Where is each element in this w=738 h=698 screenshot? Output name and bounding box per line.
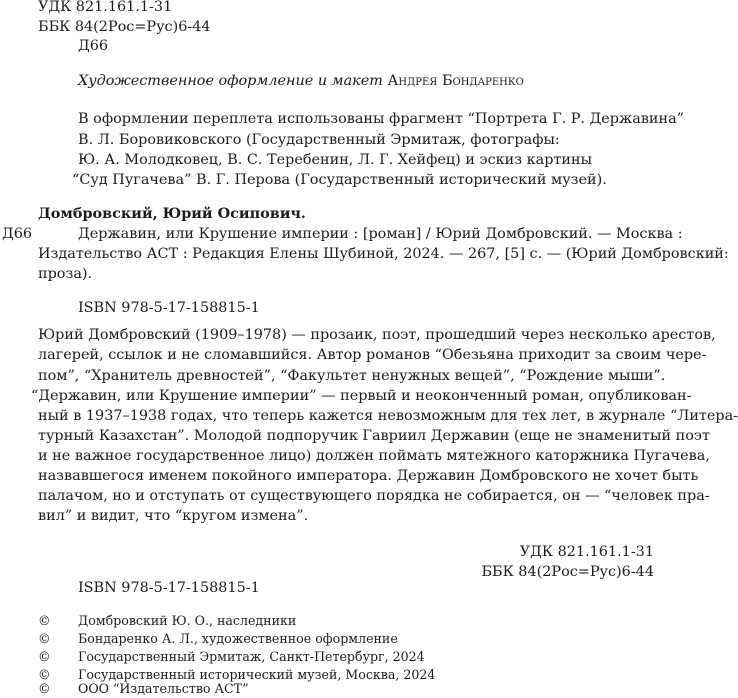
annotation-line: “Державин, или Крушение империи” — первый и неоконченный роман, опубликован- [31,388,692,404]
copyright-text: Домбровский Ю. О., наследники [78,613,297,628]
copyright-symbol: © [38,681,51,696]
copyright-text: ООО “Издательство АСТ” [78,681,249,696]
copyright-symbol: © [38,631,51,646]
bbk-code: ББК 84(2Рос=Рус)6-44 [38,19,211,35]
footer-bbk: ББК 84(2Рос=Рус)6-44 [481,564,654,580]
catalog-line: Державин, или Крушение империи : [роман] / Юрий Домбровский. — Москва : [78,226,683,242]
cover-note-line: В. Л. Боровиковского (Государственный Эрмитаж, фотографы: [78,132,560,148]
annotation-line: назвавшегося именем покойного императора. Державин Домбровского не хочет быть [38,468,699,484]
cover-note-line: “Суд Пугачева” В. Г. Перова (Государственный исторический музей). [72,172,607,188]
copyright-symbol: © [38,667,51,682]
copyright-text: Государственный исторический музей, Москва, 2024 [78,667,436,682]
catalog-line: проза). [38,266,93,282]
catalog-line: Издательство АСТ : Редакция Елены Шубиной, 2024. — 267, [5] с. — (Юрий Домбровский: [38,246,729,262]
annotation-line: ный в 1937–1938 годах, что теперь кажется невозможным для тех лет, в журнале “Литера- [38,408,738,424]
catalog-author-heading: Домбровский, Юрий Осипович. [38,205,306,222]
annotation-line: палачом, но и отступать от существующего порядка не собирается, он — “человек пра- [38,488,710,504]
design-credit [78,71,524,91]
footer-isbn: ISBN 978-5-17-158815-1 [78,580,260,596]
udk-code: УДК 821.161.1-31 [38,0,173,15]
footer-udk: УДК 821.161.1-31 [519,544,654,560]
annotation-line: и не важное государственное лицо) должен поймать мятежного каторжника Пугачева, [38,448,710,464]
cover-note-line: Ю. А. Молодковец, В. С. Теребенин, Л. Г. Хейфец) и эскиз картины [78,152,593,168]
author-mark: Д66 [78,38,109,54]
catalog-isbn: ISBN 978-5-17-158815-1 [78,300,260,316]
annotation-line: турный Казахстан”. Молодой подпоручик Гавриил Державин (еще не знаменитый поэт [38,428,710,444]
design-credit-name: Андрея Бондаренко [387,73,524,89]
annotation-line: Юрий Домбровский (1909–1978) — прозаик, поэт, прошедший через несколько арестов, [38,327,716,343]
design-credit-prefix: Художественное оформление и макет [78,73,383,89]
copyright-text: Бондаренко А. Л., художественное оформление [78,631,398,646]
annotation-line: вил” и видит, что “кругом измена”. [38,508,309,524]
annotation-line: лагерей, ссылок и не сломавшийся. Автор романов “Обезьяна приходит за своим чере- [38,347,707,363]
copyright-symbol: © [38,613,51,628]
catalog-code: Д66 [2,226,33,242]
copyright-symbol: © [38,649,51,664]
annotation-line: пом”, “Хранитель древностей”, “Факультет ненужных вещей”, “Рождение мыши”. [38,368,666,384]
copyright-text: Государственный Эрмитаж, Санкт-Петербург, 2024 [78,649,425,664]
cover-note-line: В оформлении переплета использованы фрагмент “Портрета Г. Р. Державина” [78,111,685,127]
